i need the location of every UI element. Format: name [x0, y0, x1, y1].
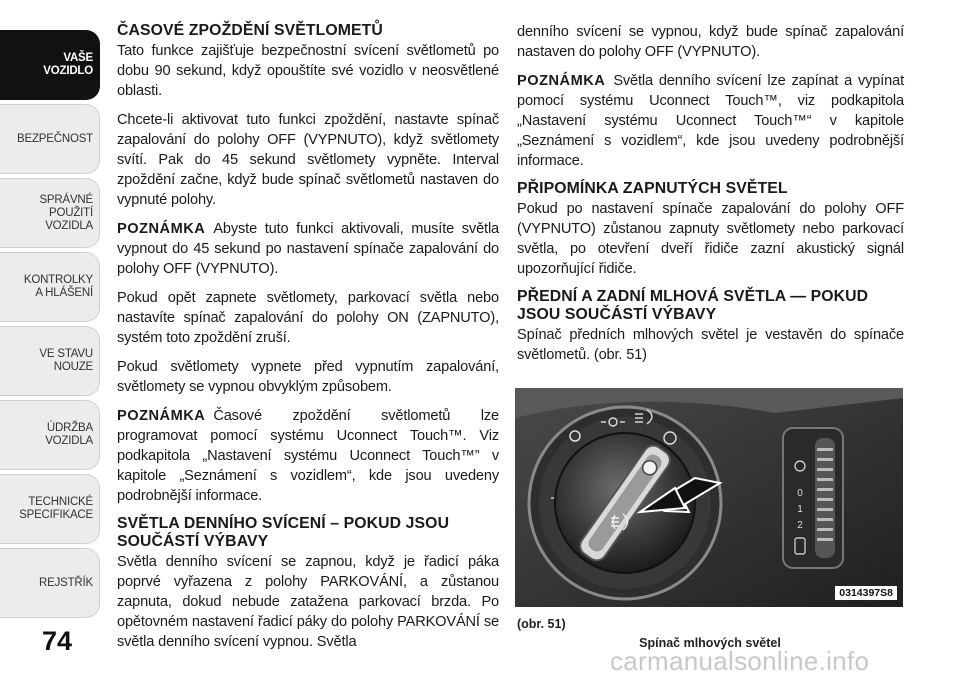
note-label: POZNÁMKA	[517, 73, 606, 89]
paragraph: Tato funkce zajišťuje bezpečnostní svícení světlometů po dobu 90 sekund, když opouštíte své vozidlo v neosvětlené oblasti.	[117, 43, 499, 99]
heading-casove-zpozdeni: ČASOVÉ ZPOŽDĚNÍ SVĚTLOMETŮ	[117, 22, 383, 39]
tab-udrzba-vozidla[interactable]: ÚDRŽBA VOZIDLA	[0, 400, 100, 470]
tab-spravne-pouziti-vozidla[interactable]: SPRÁVNÉ POUŽITÍ VOZIDLA	[0, 178, 100, 248]
headlamp-switch-illustration	[515, 388, 903, 607]
note-text: Abyste tuto funkci aktivovali, musíte světla vypnout do 45 sekund po nastavení spínače zapalování do polohy OFF (VYPNUTO).	[117, 221, 499, 277]
figure-caption: Spínač mlhových světel	[639, 636, 781, 650]
headlamp-switch-figure	[515, 388, 903, 607]
note	[117, 219, 499, 279]
left-column	[117, 22, 499, 661]
right-column	[517, 22, 904, 374]
paragraph: Spínač předních mlhových světel je vestavěn do spínače světlometů. (obr. 51)	[517, 327, 904, 363]
note-text: Časové zpoždění světlometů lze programovat pomocí systému Uconnect Touch™. Viz podkapitola „Nastavení systému Uconnect Touch™” v kapitole „Seznámení s vozidlem“, kde jsou uvedeny podrobnější informace.	[117, 408, 499, 504]
note	[117, 406, 499, 506]
page-number: 74	[42, 626, 73, 656]
figure-reference: (obr. 51)	[517, 617, 566, 631]
tab-technicke-specifikace[interactable]: TECHNICKÉ SPECIFIKACE	[0, 474, 100, 544]
heading-svetla-denniho-sviceni: SVĚTLA DENNÍHO SVÍCENÍ – POKUD JSOU SOUČÁSTÍ VÝBAVY	[117, 515, 450, 550]
chapter-tab-index	[0, 0, 105, 678]
tab-ve-stavu-nouze[interactable]: VE STAVU NOUZE	[0, 326, 100, 396]
dimmer-mark-0: 0	[797, 488, 803, 499]
note-label: POZNÁMKA	[117, 408, 206, 424]
dimmer-mark-2: 2	[797, 520, 803, 531]
paragraph: Chcete-li aktivovat tuto funkci zpoždění, nastavte spínač zapalování do polohy OFF (VYPNUTO), když světlomety svítí. Pak do 45 sekund světlomety vypněte. Interval zpoždění začne, když bude spínač světlometů nastaven do vypnuté polohy.	[117, 112, 499, 208]
tab-rejstrik[interactable]: REJSTŘÍK	[0, 548, 100, 618]
tab-bezpecnost[interactable]: BEZPEČNOST	[0, 104, 100, 174]
heading-mlhova-svetla: PŘEDNÍ A ZADNÍ MLHOVÁ SVĚTLA — POKUD JSOU SOUČÁSTÍ VÝBAVY	[517, 288, 869, 323]
paragraph: Světla denního svícení se zapnou, když je řadicí páka poprvé vyřazena z polohy PARKOVÁNÍ, a zůstanou zapnuta, dokud nebude zatažena parkovací brzda. Po opětovném nastavení řadicí páky do polohy PARKOVÁNÍ se světla denního svícení vypnou. Světla	[117, 554, 499, 650]
note	[517, 71, 904, 171]
paragraph: Pokud světlomety vypnete před vypnutím zapalování, světlomety se vypnou obvyklým způsobem.	[117, 359, 499, 395]
tab-kontrolky-a-hlaseni[interactable]: KONTROLKY A HLÁŠENÍ	[0, 252, 100, 322]
figure-code: 0314397S8	[835, 586, 897, 600]
watermark: carmanualsonline.info	[610, 646, 870, 676]
tab-vase-vozidlo[interactable]: VAŠE VOZIDLO	[0, 30, 100, 100]
paragraph: Pokud po nastavení spínače zapalování do polohy OFF (VYPNUTO) zůstanou zapnuty světlomety nebo parkovací světla, po otevření dveří řidiče zazní akustický signál upozorňující řidiče.	[517, 201, 904, 277]
note-text: Světla denního svícení lze zapínat a vypínat pomocí systému Uconnect Touch™, viz podkapitola „Nastavení systému Uconnect Touch™“ v kapitole „Seznámení s vozidlem“, kde jsou uvedeny podrobnější informace.	[517, 73, 904, 169]
heading-pripominka-zapnutych-svetel: PŘIPOMÍNKA ZAPNUTÝCH SVĚTEL	[517, 180, 788, 197]
paragraph: denního svícení se vypnou, když bude spínač zapalování nastaven do polohy OFF (VYPNUTO).	[517, 24, 904, 60]
paragraph: Pokud opět zapnete světlomety, parkovací světla nebo nastavíte spínač zapalování do polohy ON (ZAPNUTO), systém toto zpoždění zruší.	[117, 290, 499, 346]
note-label: POZNÁMKA	[117, 221, 206, 237]
dimmer-mark-1: 1	[797, 504, 803, 515]
